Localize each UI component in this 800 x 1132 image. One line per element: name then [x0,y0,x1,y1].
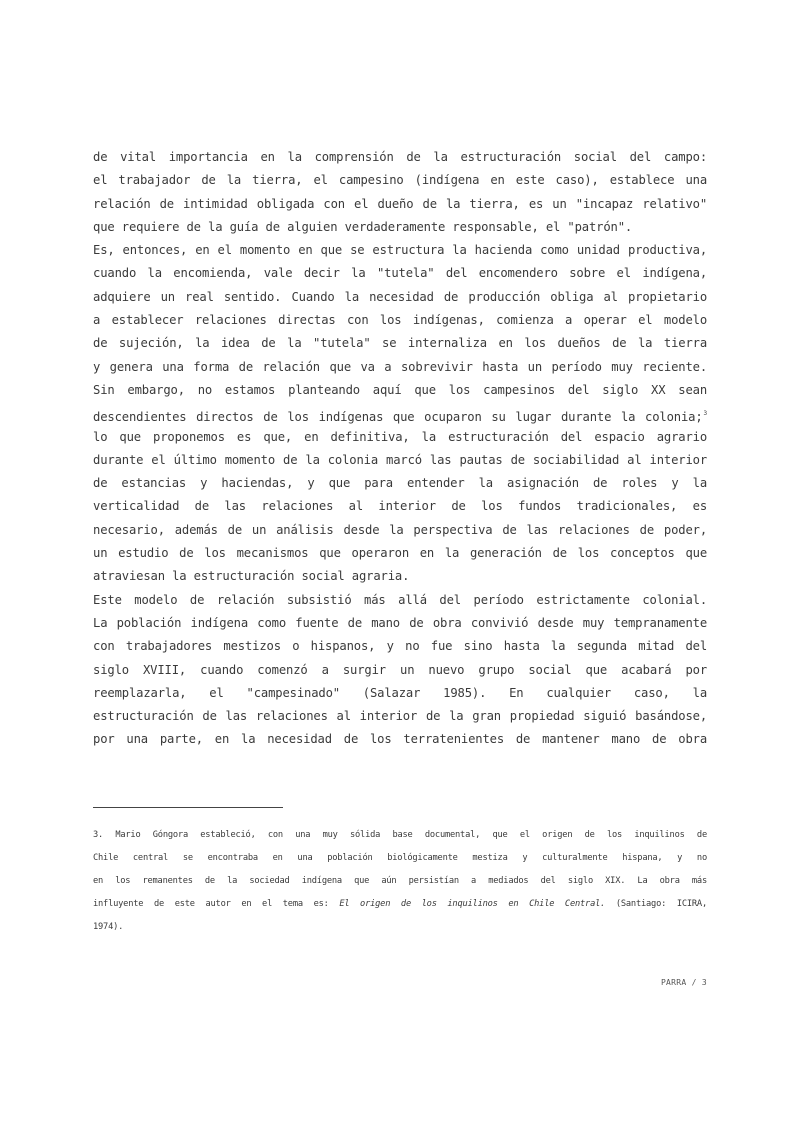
body-line: a establecer relaciones directas con los indígenas, comienza a operar el modelo [93,313,707,328]
body-line: cuando la encomienda, vale decir la "tutela" del encomendero sobre el indígena, [93,266,707,281]
footnote [93,824,707,939]
body-line: que requiere de la guía de alguien verdaderamente responsable, el "patrón". [93,219,633,234]
body-line: lo que proponemos es que, en definitiva, la estructuración del espacio agrario [93,429,707,444]
body-line-with-footnote [93,402,707,425]
footnote-text: influyente de este autor en el tema es: [93,899,340,909]
body-line: por una parte, en la necesidad de los terratenientes de mantener mano de obra [93,732,707,747]
footnote-reference[interactable]: 3 [703,410,707,418]
body-line: atraviesan la estructuración social agraria. [93,569,410,584]
body-line: Sin embargo, no estamos planteando aquí que los campesinos del siglo XX sean [93,382,707,397]
page-number: PARRA / 3 [660,978,707,987]
body-line: el trabajador de la tierra, el campesino (indígena en este caso), establece una [93,173,707,188]
body-text [93,146,707,752]
footnote-line: 1974). [93,922,124,932]
body-line: adquiere un real sentido. Cuando la necesidad de producción obliga al propietario [93,289,707,304]
body-line: Este modelo de relación subsistió más allá del período estrictamente colonial. [93,592,707,607]
body-line: reemplazarla, el "campesinado" (Salazar 1985). En cualquier caso, la [93,685,707,700]
body-line: y genera una forma de relación que va a sobrevivir hasta un período muy reciente. [93,359,707,374]
body-line: un estudio de los mecanismos que operaron en la generación de los conceptos que [93,546,707,561]
footnote-text: (Santiago: ICIRA, [605,899,707,909]
body-line: de vital importancia en la comprensión de la estructuración social del campo: [93,150,707,164]
body-line: estructuración de las relaciones al interior de la gran propiedad siguió basándose, [93,709,707,724]
footnote-line: 3. Mario Góngora estableció, con una muy sólida base documental, que el origen de los inquilinos de [93,830,707,840]
body-line: siglo XVIII, cuando comenzó a surgir un nuevo grupo social que acabará por [93,662,707,677]
footnote-line: en los remanentes de la sociedad indígena que aún persistían a mediados del siglo XIX. La obra más [93,876,707,886]
body-line: de estancias y haciendas, y que para entender la asignación de roles y la [93,476,707,491]
body-line: con trabajadores mestizos o hispanos, y no fue sino hasta la segunda mitad del [93,639,707,654]
body-line: necesario, además de un análisis desde la perspectiva de las relaciones de poder, [93,522,707,537]
body-line: Es, entonces, en el momento en que se estructura la hacienda como unidad productiva, [93,243,707,258]
body-line-text: descendientes directos de los indígenas que ocuparon su lugar durante la colonia; [93,410,703,425]
body-line: La población indígena como fuente de mano de obra convivió desde muy tempranamente [93,615,707,630]
footnote-line [93,893,707,916]
body-line: verticalidad de las relaciones al interior de los fundos tradicionales, es [93,499,707,514]
body-line: de sujeción, la idea de la "tutela" se internaliza en los dueños de la tierra [93,336,707,351]
footnote-book-title: El origen de los inquilinos en Chile Central. [339,899,606,909]
body-line: durante el último momento de la colonia marcó las pautas de sociabilidad al interior [93,452,707,467]
body-line: relación de intimidad obligada con el dueño de la tierra, es un "incapaz relativo" [93,196,707,211]
footnote-line: Chile central se encontraba en una población biológicamente mestiza y culturalmente hispana, y no [93,853,707,863]
footnote-divider [93,807,283,808]
